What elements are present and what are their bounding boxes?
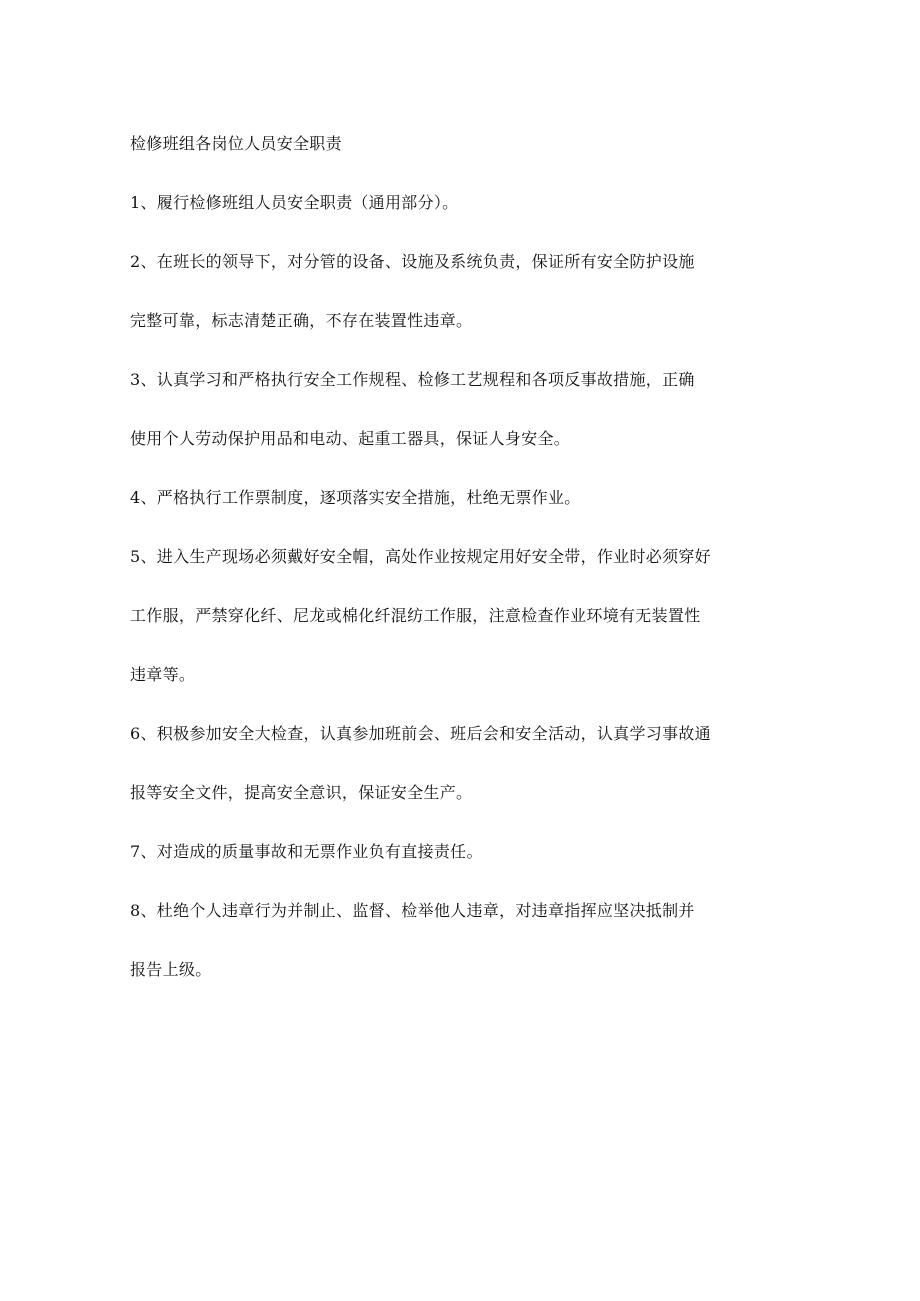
document-line: 报等安全文件，提高安全意识，保证安全生产。	[130, 783, 473, 802]
document-line: 报告上级。	[130, 960, 212, 979]
document-line: 完整可靠，标志清楚正确，不存在装置性违章。	[130, 311, 473, 330]
document-line: 5、进入生产现场必须戴好安全帽，高处作业按规定用好安全带，作业时必须穿好	[130, 547, 711, 566]
document-line: 7、对造成的质量事故和无票作业负有直接责任。	[130, 842, 483, 861]
document-line: 6、积极参加安全大检查，认真参加班前会、班后会和安全活动，认真学习事故通	[130, 724, 711, 743]
document-line: 使用个人劳动保护用品和电动、起重工器具，保证人身安全。	[130, 429, 571, 448]
document-line: 3、认真学习和严格执行安全工作规程、检修工艺规程和各项反事故措施，正确	[130, 370, 695, 389]
document-body	[130, 134, 790, 980]
document-line: 违章等。	[130, 665, 196, 684]
document-line: 4、严格执行工作票制度，逐项落实安全措施，杜绝无票作业。	[130, 488, 581, 507]
document-line: 8、杜绝个人违章行为并制止、监督、检举他人违章，对违章指挥应坚决抵制并	[130, 901, 695, 920]
document-line: 1、履行检修班组人员安全职责（通用部分）。	[130, 193, 459, 212]
document-line: 工作服，严禁穿化纤、尼龙或棉化纤混纺工作服，注意检查作业环境有无装置性	[130, 606, 701, 625]
document-title: 检修班组各岗位人员安全职责	[130, 134, 342, 153]
document-line: 2、在班长的领导下，对分管的设备、设施及系统负责，保证所有安全防护设施	[130, 252, 695, 271]
